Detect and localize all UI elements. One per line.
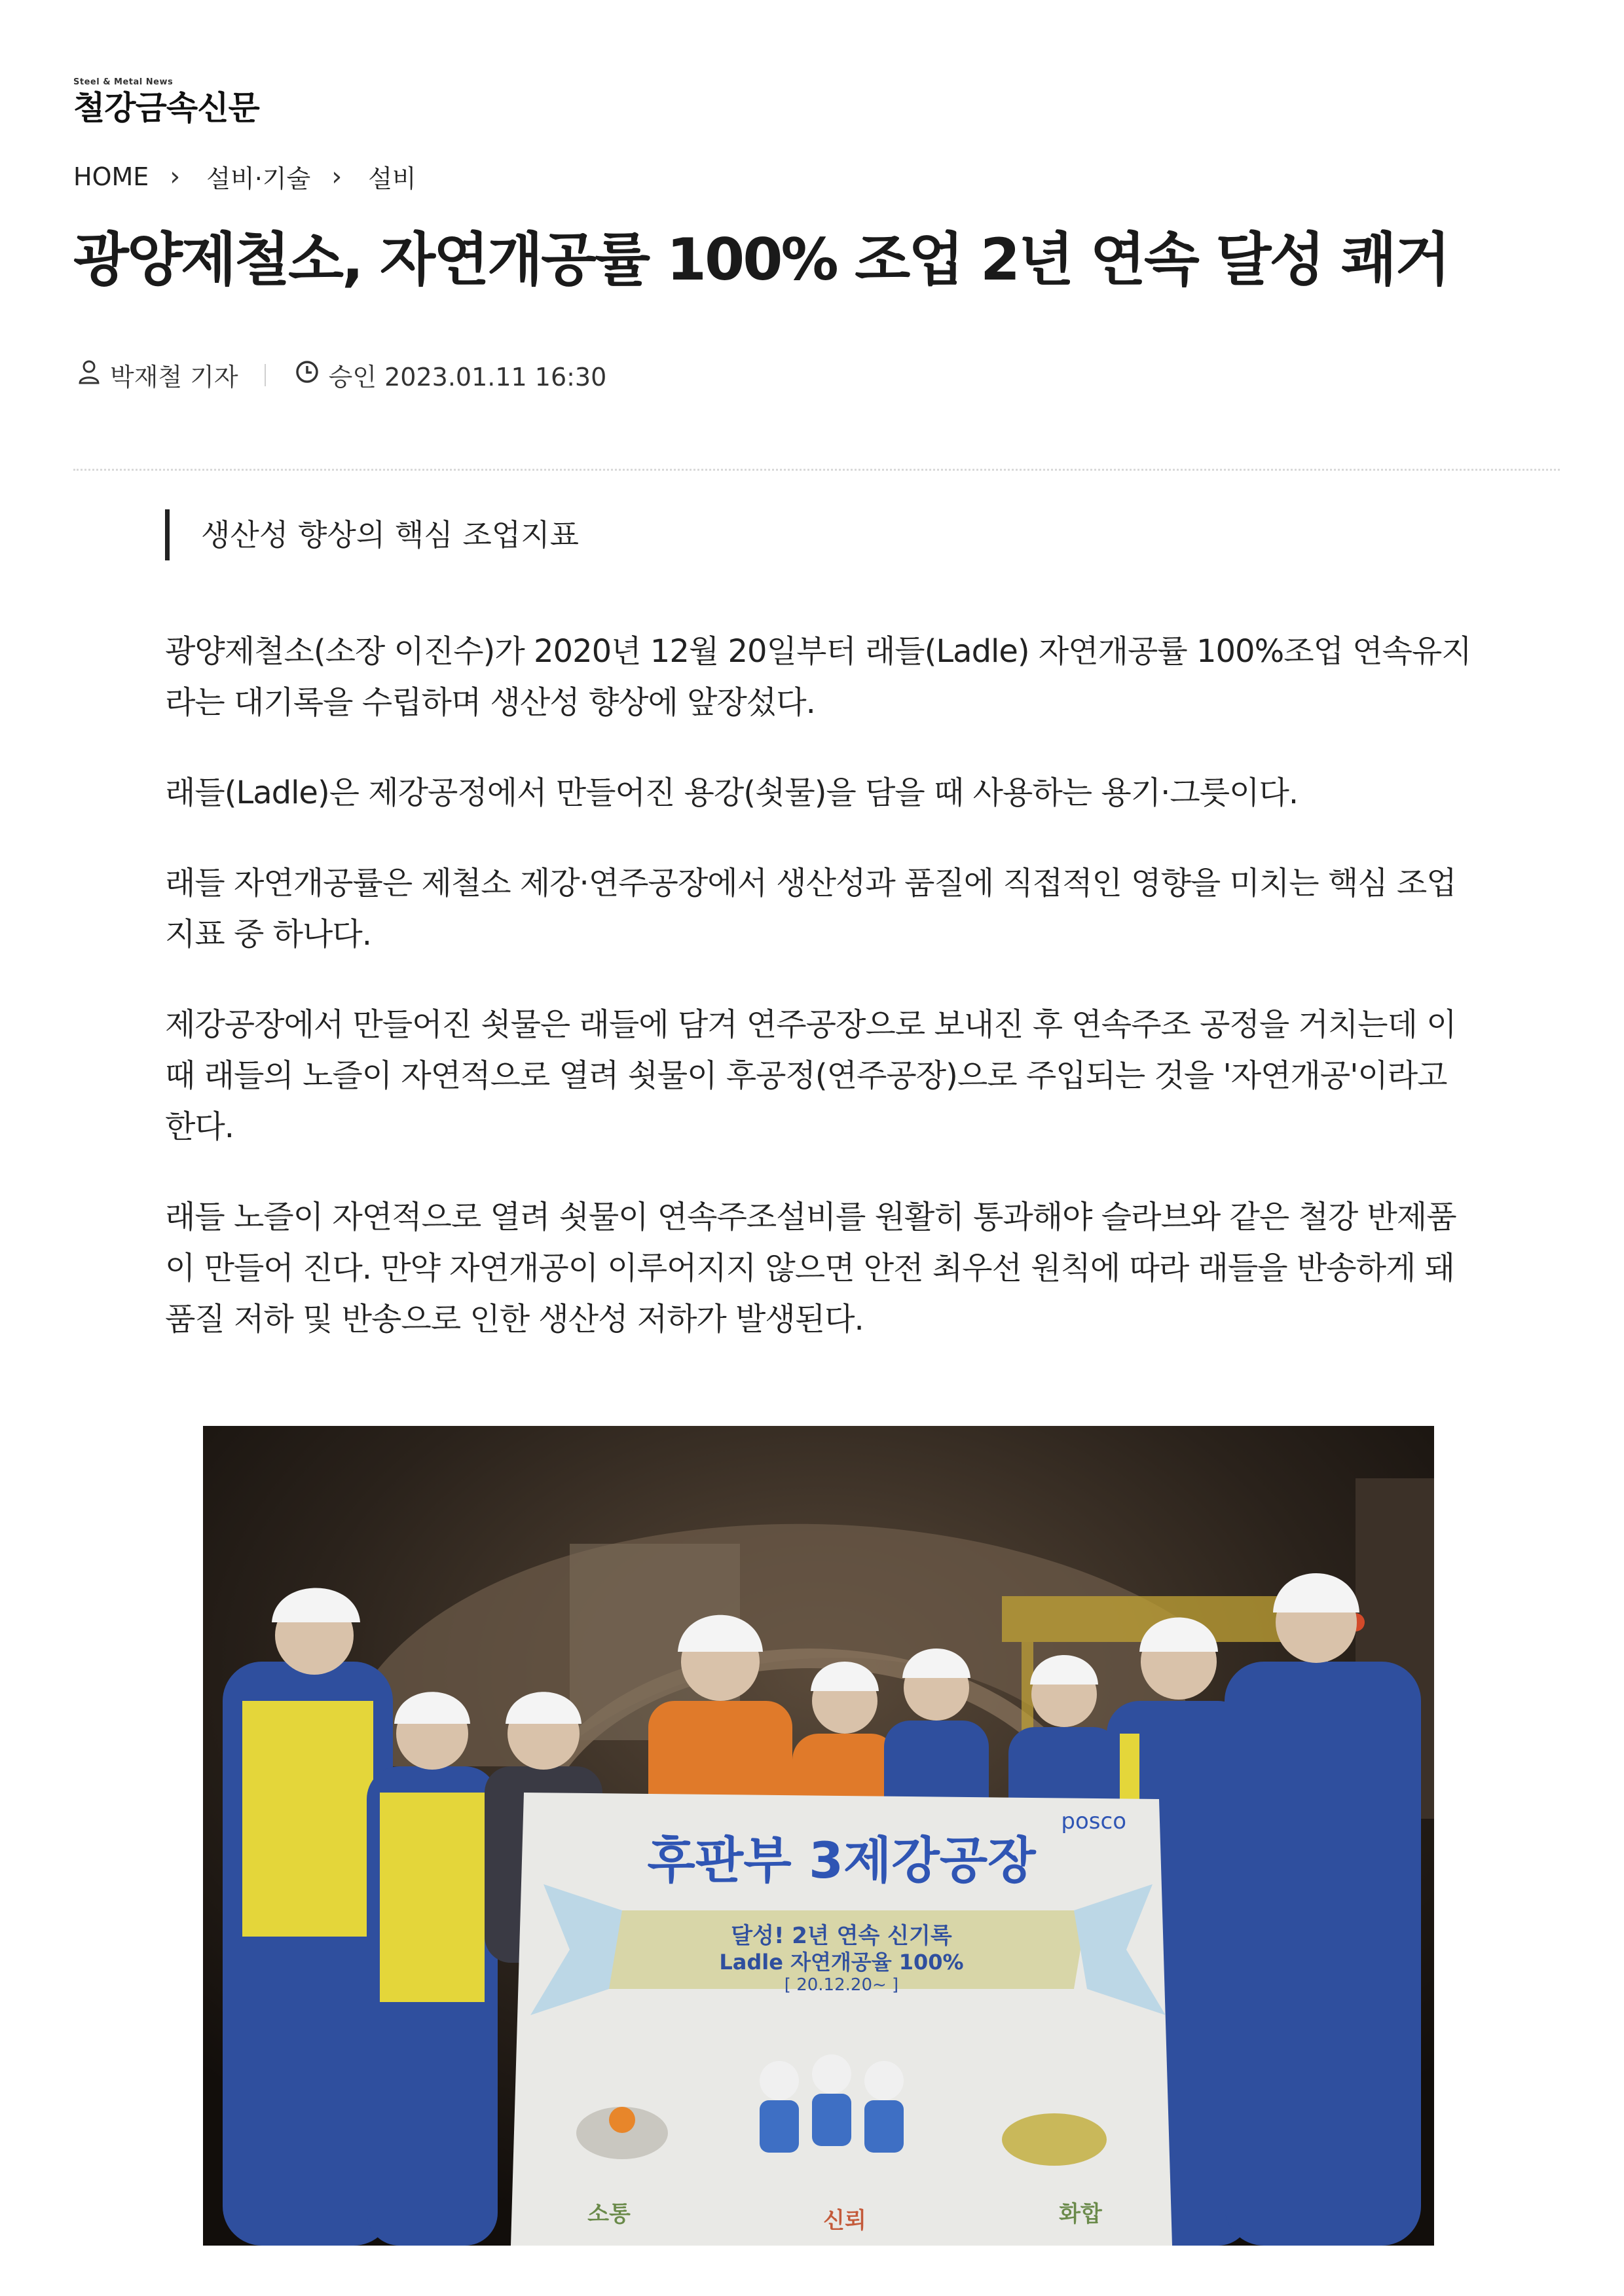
site-logo[interactable]	[73, 77, 259, 128]
approved-time: 승인 2023.01.11 16:30	[328, 363, 607, 392]
banner-footer-1: 소통	[587, 2201, 631, 2227]
article-paragraph: 래들 자연개공률은 제철소 제강·연주공장에서 생산성과 품질에 직접적인 영향을 미치는 핵심 조업지표 중 하나다.	[165, 865, 1456, 953]
chevron-right-icon: ›	[331, 161, 342, 192]
article-paragraph: 제강공장에서 만들어진 쇳물은 래들에 담겨 연주공장으로 보내진 후 연속주조 공정을 거치는데 이때 래들의 노즐이 자연적으로 열려 쇳물이 후공정(연주공장)으로 주입되는 것을 '자연개공'이라고 한다.	[165, 1006, 1456, 1145]
clock-icon	[295, 359, 320, 390]
breadcrumb-category[interactable]: 설비·기술	[206, 164, 311, 193]
byline-divider	[265, 364, 266, 386]
article-paragraph: 광양제철소(소장 이진수)가 2020년 12월 20일부터 래들(Ladle) 자연개공률 100%조업 연속유지라는 대기록을 수립하며 생산성 향상에 앞장섰다.	[165, 633, 1471, 721]
banner-footer-2: 신뢰	[823, 2208, 866, 2234]
banner-line-2: Ladle 자연개공율 100%	[719, 1950, 964, 1975]
person-icon	[77, 359, 101, 391]
logo-title: 철강금속신문	[73, 89, 259, 127]
article-paragraph: 래들(Ladle)은 제강공정에서 만들어진 용강(쇳물)을 담을 때 사용하는 용기·그릇이다.	[165, 774, 1299, 811]
logo-tagline: Steel & Metal News	[73, 77, 174, 87]
banner-footer-3: 화합	[1059, 2201, 1102, 2227]
banner-line-3: [ 20.12.20~ ]	[784, 1975, 899, 1995]
breadcrumb-subcategory[interactable]: 설비	[368, 164, 416, 193]
breadcrumb-home[interactable]: HOME	[73, 162, 149, 191]
byline	[77, 357, 606, 393]
breadcrumb	[73, 158, 416, 194]
article-photo[interactable]	[203, 1426, 1434, 2246]
article-paragraph: 래들 노즐이 자연적으로 열려 쇳물이 연속주조설비를 원활히 통과해야 슬라브와 같은 철강 반제품이 만들어 진다. 만약 자연개공이 이루어지지 않으면 안전 최우선 원칙에 따라 래들을 반송하게 돼 품질 저하 및 반송으로 인한 생산성 저하가 발생된다.	[165, 1199, 1456, 1338]
article-subhead: 생산성 향상의 핵심 조업지표	[165, 509, 579, 560]
banner-line-1: 달성! 2년 연속 신기록	[731, 1923, 952, 1949]
author-name[interactable]: 박재철 기자	[110, 363, 238, 392]
header-divider	[73, 469, 1560, 471]
chevron-right-icon: ›	[170, 161, 181, 192]
article-title: 광양제철소, 자연개공률 100% 조업 2년 연속 달성 쾌거	[73, 226, 1449, 293]
banner-title: 후판부 3제강공장	[647, 1831, 1036, 1889]
article-body	[165, 626, 1475, 1384]
banner-brand: posco	[1061, 1808, 1126, 1834]
